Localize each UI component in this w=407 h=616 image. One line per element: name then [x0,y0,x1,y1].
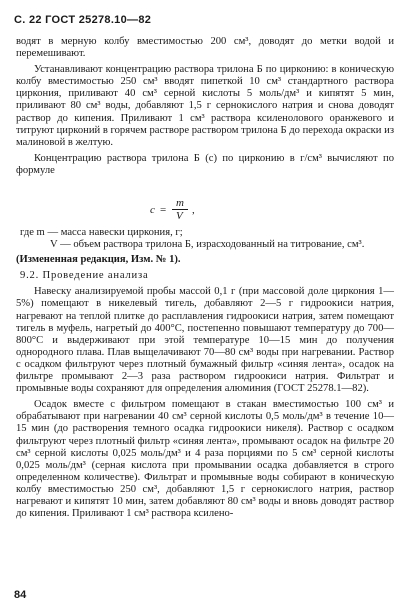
formula-comma: , [192,204,195,216]
text-block-top [16,36,394,177]
page-header: С. 22 ГОСТ 25278.10—82 [14,14,152,26]
paragraph-formula-intro: Концентрацию раствора трилона Б (c) по цирконию в г/см³ вычисляют по формуле [16,152,394,176]
formula-equals: = [160,204,167,216]
amendment-note: (Измененная редакция, Изм. № 1). [16,254,181,266]
formula [150,197,270,223]
paragraph-analysis-procedure: Навеску анализируемой пробы массой 0,1 г (при массовой доле циркония 1—5%) помещают в никелевый тигель, добавляют 2—5 г гидроокиси натрия, нагревают на теплой плитке до расплавления гидроокиси натрия, затем помещают тигель в муфель, нагретый до 400°С, постепенно повышают температуру до 700—800°С и выдерживают при этой температуре 10—15 мин до получения однородного плава. Плав выщелачивают 70—80 см³ воды при нагревании. Раствор с осадком фильтруют через плотный бумажный фильтр «синяя лента», осадок на фильтре промывают 2—3 раза раствором гидроокиси натрия. Фильтрат и промывные воды сохраняют для определения алюминия (ГОСТ 25278.1—82). [16,286,394,395]
definition-m: где m — масса навески циркония, г; [20,227,183,238]
section-heading: 9.2. Проведение анализа [20,270,149,282]
formula-numerator: m [176,197,184,209]
paragraph-continuation: водят в мерную колбу вместимостью 200 см³, доводят до метки водой и перемешивают. [16,36,394,60]
definition-v: V — объем раствора трилона Б, израсходованный на титрование, см³. [50,239,365,251]
formula-denominator: V [176,210,183,222]
page-number: 84 [14,589,27,601]
text-block-main [16,227,394,520]
paragraph-concentration-setup: Устанавливают концентрацию раствора трилона Б по цирконию: в коническую колбу вместимостью 250 см³ вводят пипеткой 10 см³ стандартного раствора циркония, приливают 40 см³ серной кислоты 5 моль/дм³ и кипятят 5 мин, приливают 80 см³ воды, добавляют 1,5 г сернокислого натрия и снова доводят раствор до кипения. Приливают 1 см³ раствора ксиленолового оранжевого и титруют цирконий в горячем растворе раствором трилона Б до перехода окраски из малиновой в желтую. [16,64,394,148]
paragraph-precipitate-treatment: Осадок вместе с фильтром помещают в стакан вместимостью 100 см³ и обрабатывают при нагревании 40 см³ серной кислоты 0,5 моль/дм³ в течение 10—15 мин (до растворения темного осадка гидроокиси никеля). Раствор с осадком фильтруют через плотный фильтр «синяя лента», промывают осадок на фильтре 20 см³ серной кислоты 0,025 моль/дм³ и 4 раза порциями по 5 см³ серной кислоты 0,025 моль/дм³ (серная кислота при промывании осадка добавляется в строго определенном количестве). Фильтрат и промывные воды собирают в коническую колбу вместимостью 250 см³, добавляют 1,5 г сернокислого натрия, раствор нагревают и кипятят 10 мин, затем добавляют 80 см³ воды и вновь доводят раствор до кипения. Приливают 1 см³ раствора ксилено- [16,399,394,520]
formula-lhs: c [150,204,155,216]
